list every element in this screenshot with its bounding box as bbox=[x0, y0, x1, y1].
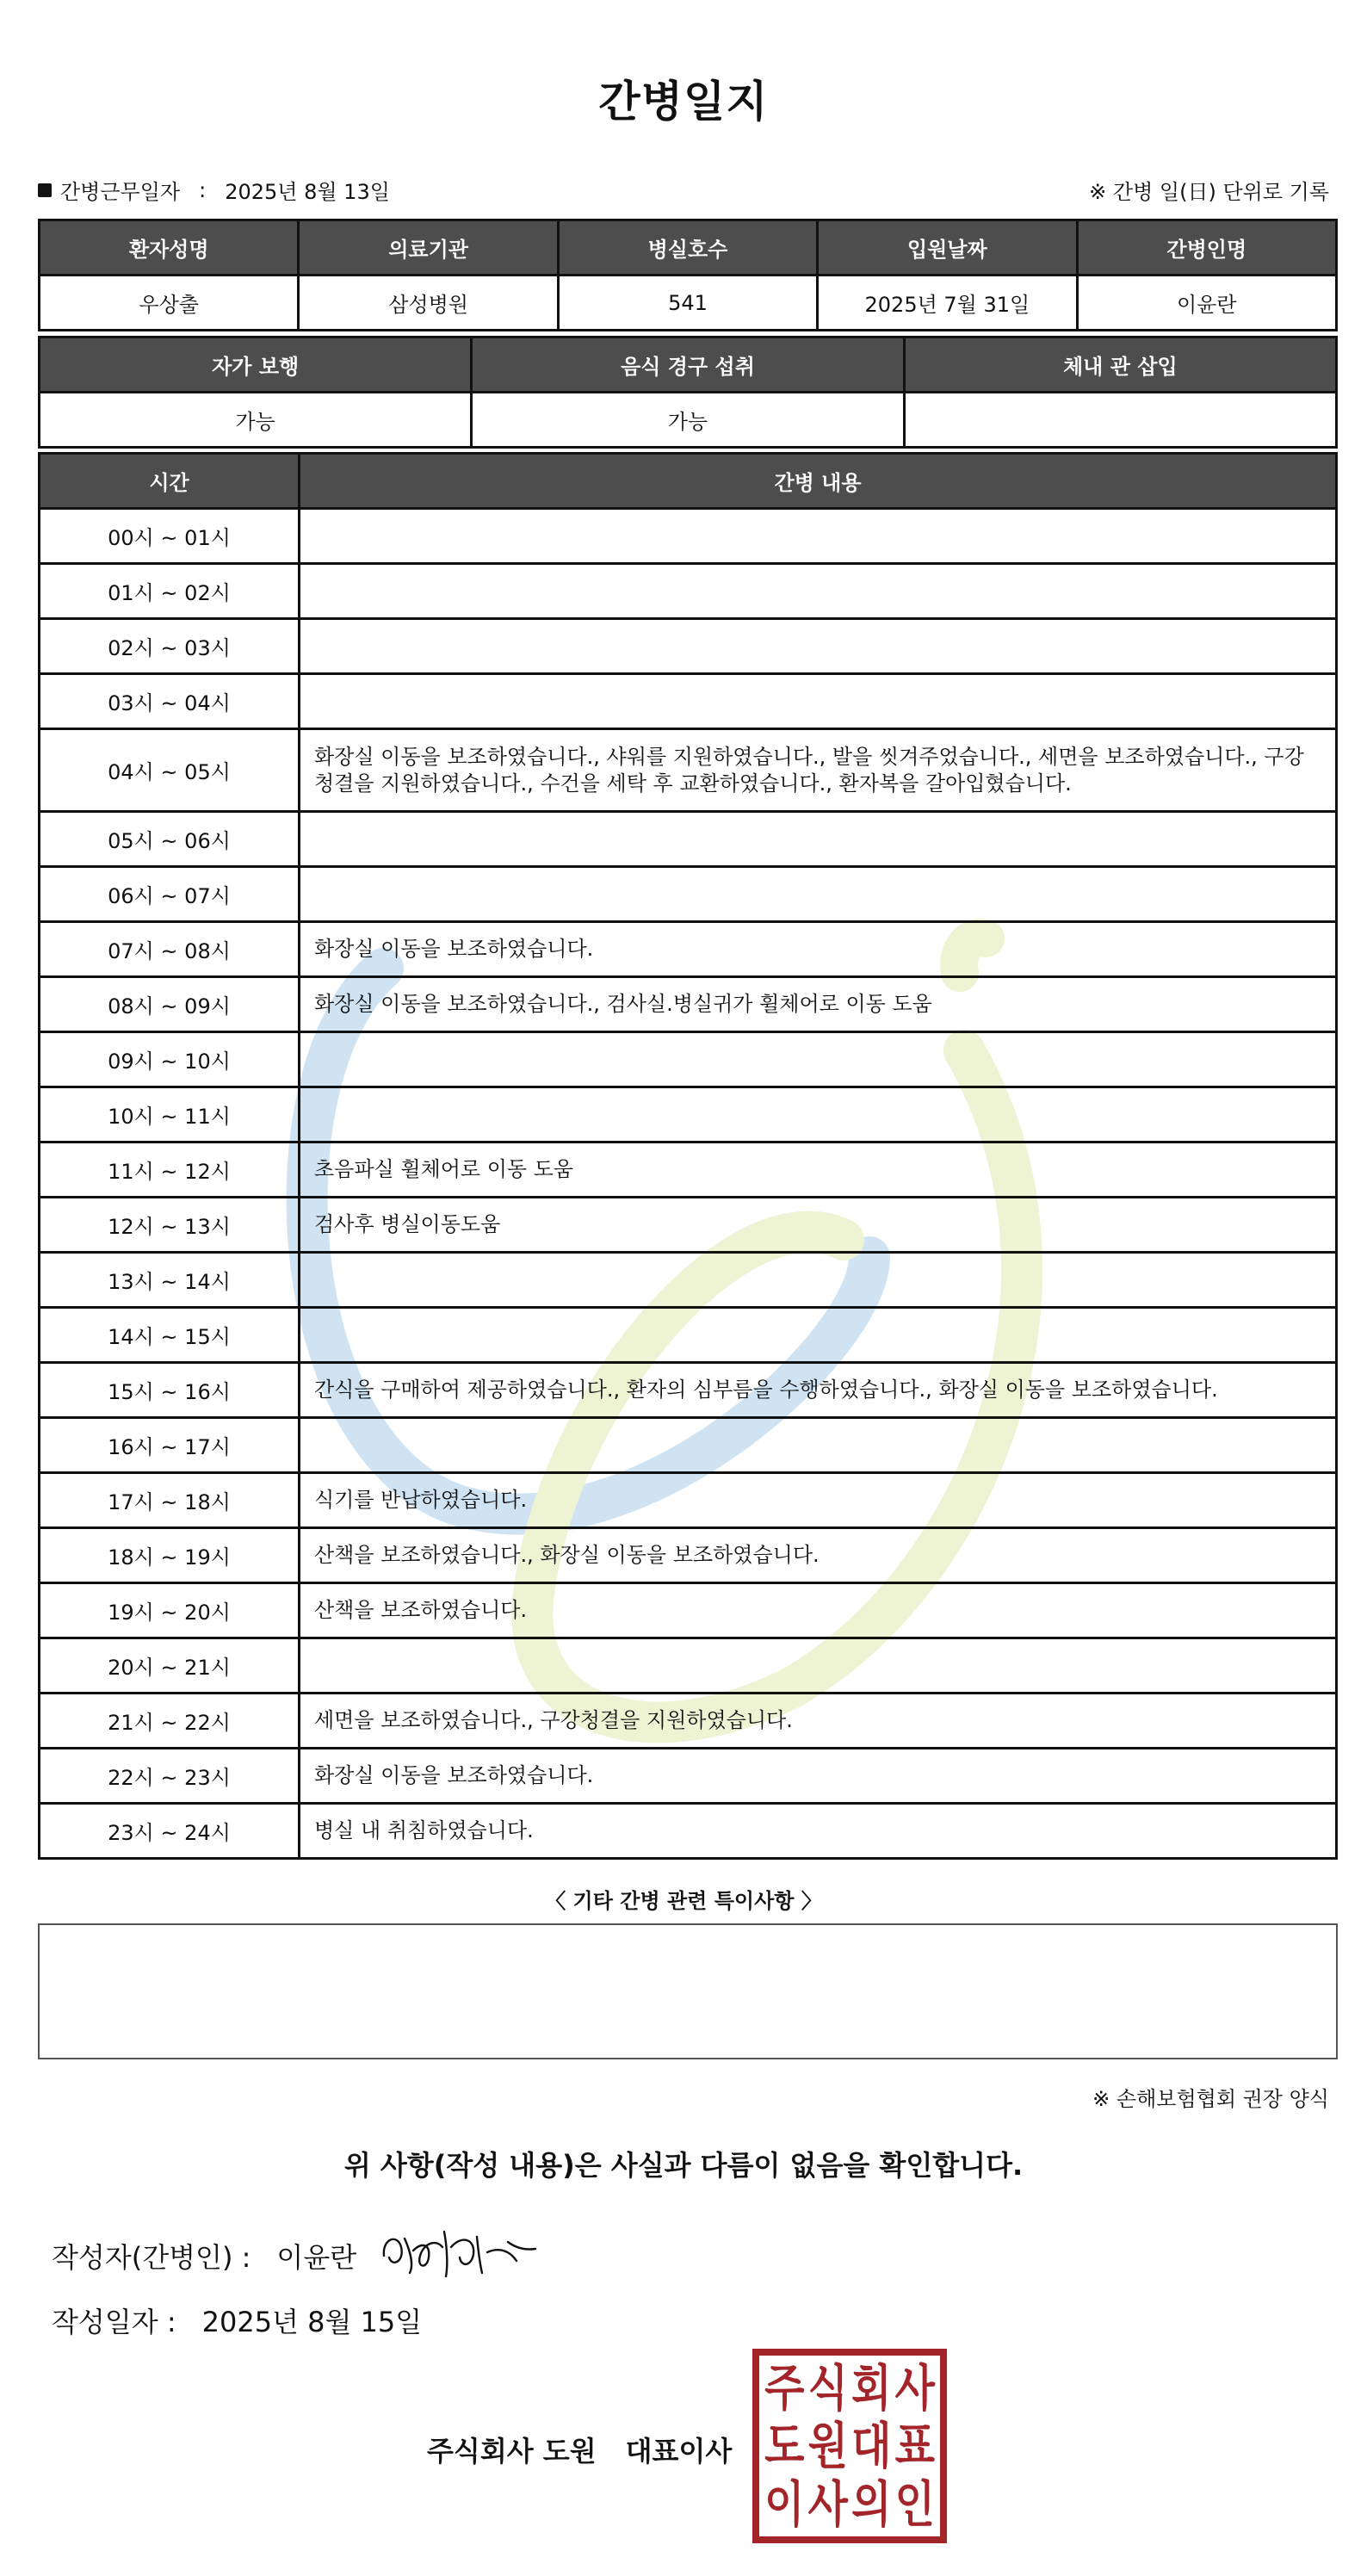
confirmation-statement: 위 사항(작성 내용)은 사실과 다름이 없음을 확인합니다. bbox=[343, 2149, 1024, 2182]
care-content-cell: 초음파실 휠체어로 이동 도움 bbox=[300, 1142, 1337, 1198]
care-content-header: 간병 내용 bbox=[300, 454, 1337, 509]
author-row bbox=[52, 2236, 356, 2276]
seal-char: 식 bbox=[807, 2359, 848, 2418]
care-log-row bbox=[40, 922, 1337, 977]
caregiver-name-header: 간병인명 bbox=[1077, 220, 1336, 276]
company-title: 대표이사 bbox=[625, 2435, 733, 2468]
patient-status-header-row bbox=[40, 337, 1337, 393]
care-log-header-row bbox=[40, 454, 1337, 509]
time-slot-cell: 21시 ~ 22시 bbox=[40, 1694, 300, 1749]
care-content-cell: 산책을 보조하였습니다. bbox=[300, 1583, 1337, 1638]
time-slot-cell: 15시 ~ 16시 bbox=[40, 1363, 300, 1418]
tube-insertion-value bbox=[904, 393, 1336, 448]
time-slot-cell: 20시 ~ 21시 bbox=[40, 1638, 300, 1694]
seal-char: 회 bbox=[851, 2359, 892, 2418]
care-content-cell: 간식을 구매하여 제공하였습니다., 환자의 심부름을 수행하였습니다., 화장실 이동을 보조하였습니다. bbox=[300, 1363, 1337, 1418]
care-log-row bbox=[40, 619, 1337, 674]
work-date-value: 2025년 8월 13일 bbox=[225, 180, 390, 204]
time-slot-cell: 02시 ~ 03시 bbox=[40, 619, 300, 674]
patient-info-value-row bbox=[40, 276, 1337, 331]
care-content-cell bbox=[300, 509, 1337, 564]
seal-char: 원 bbox=[807, 2417, 848, 2475]
seal-char: 표 bbox=[894, 2417, 935, 2475]
care-content-cell bbox=[300, 867, 1337, 922]
hospital-header: 의료기관 bbox=[299, 220, 558, 276]
care-content-cell bbox=[300, 619, 1337, 674]
care-log-row bbox=[40, 674, 1337, 729]
care-content-cell bbox=[300, 564, 1337, 619]
hospital-value: 삼성병원 bbox=[299, 276, 558, 331]
care-log-row bbox=[40, 1749, 1337, 1804]
care-log-row bbox=[40, 1583, 1337, 1638]
author-label: 작성자(간병인) : bbox=[52, 2241, 251, 2274]
care-log-row bbox=[40, 1253, 1337, 1308]
company-seal-stamp bbox=[752, 2349, 947, 2543]
care-log-row bbox=[40, 1308, 1337, 1363]
care-log-row bbox=[40, 1087, 1337, 1142]
care-log-row bbox=[40, 1638, 1337, 1694]
time-slot-cell: 18시 ~ 19시 bbox=[40, 1528, 300, 1583]
patient-info-header-row bbox=[40, 220, 1337, 276]
document-title: 간병일지 bbox=[598, 77, 769, 127]
care-content-cell bbox=[300, 674, 1337, 729]
written-date-row bbox=[52, 2300, 422, 2340]
care-log-row bbox=[40, 1418, 1337, 1473]
care-log-body bbox=[40, 509, 1337, 1859]
time-slot-cell: 05시 ~ 06시 bbox=[40, 812, 300, 867]
care-log-row bbox=[40, 509, 1337, 564]
care-log-row bbox=[40, 1528, 1337, 1583]
work-date-row bbox=[38, 175, 390, 205]
company-line bbox=[427, 2430, 732, 2469]
time-header: 시간 bbox=[40, 454, 300, 509]
care-content-cell: 세면을 보조하였습니다., 구강청결을 지원하였습니다. bbox=[300, 1694, 1337, 1749]
care-log-row bbox=[40, 1198, 1337, 1253]
care-content-cell bbox=[300, 1032, 1337, 1087]
room-number-value: 541 bbox=[558, 276, 817, 331]
unit-note: ※ 간병 일(日) 단위로 기록 bbox=[1089, 180, 1329, 204]
care-log-row bbox=[40, 1473, 1337, 1528]
care-content-cell: 화장실 이동을 보조하였습니다., 샤워를 지원하였습니다., 발을 씻겨주었습니다., 세면을 보조하였습니다., 구강청결을 지원하였습니다., 수건을 세탁 후 교환하였습니다., 환자복을 갈아입혔습니다. bbox=[300, 729, 1337, 812]
room-number-header: 병실호수 bbox=[558, 220, 817, 276]
patient-name-value: 우상출 bbox=[40, 276, 299, 331]
care-log-row bbox=[40, 977, 1337, 1032]
self-walking-value: 가능 bbox=[40, 393, 472, 448]
care-log-row bbox=[40, 1363, 1337, 1418]
seal-char: 도 bbox=[764, 2417, 805, 2475]
care-content-cell bbox=[300, 1638, 1337, 1694]
care-content-cell bbox=[300, 1253, 1337, 1308]
care-content-cell bbox=[300, 1308, 1337, 1363]
author-name: 이윤란 bbox=[276, 2241, 357, 2274]
time-slot-cell: 12시 ~ 13시 bbox=[40, 1198, 300, 1253]
time-slot-cell: 04시 ~ 05시 bbox=[40, 729, 300, 812]
written-date-value: 2025년 8월 15일 bbox=[201, 2306, 423, 2338]
time-slot-cell: 16시 ~ 17시 bbox=[40, 1418, 300, 1473]
time-slot-cell: 11시 ~ 12시 bbox=[40, 1142, 300, 1198]
care-content-cell: 산책을 보조하였습니다., 화장실 이동을 보조하였습니다. bbox=[300, 1528, 1337, 1583]
care-content-cell bbox=[300, 812, 1337, 867]
patient-name-header: 환자성명 bbox=[40, 220, 299, 276]
patient-status-value-row bbox=[40, 393, 1337, 448]
care-log-row bbox=[40, 1694, 1337, 1749]
seal-char: 인 bbox=[894, 2474, 935, 2533]
patient-info-table bbox=[38, 219, 1338, 331]
care-content-cell: 검사후 병실이동도움 bbox=[300, 1198, 1337, 1253]
seal-char: 주 bbox=[764, 2359, 805, 2418]
company-name: 주식회사 도원 bbox=[427, 2435, 597, 2468]
admission-date-value: 2025년 7월 31일 bbox=[818, 276, 1077, 331]
time-slot-cell: 07시 ~ 08시 bbox=[40, 922, 300, 977]
time-slot-cell: 08시 ~ 09시 bbox=[40, 977, 300, 1032]
work-date-separator: : bbox=[199, 177, 207, 202]
seal-char: 사 bbox=[894, 2359, 935, 2418]
self-walking-header: 자가 보행 bbox=[40, 337, 472, 393]
written-date-label: 작성일자 : bbox=[52, 2306, 176, 2338]
care-log-row bbox=[40, 729, 1337, 812]
oral-intake-header: 음식 경구 섭취 bbox=[472, 337, 904, 393]
care-log-row bbox=[40, 1032, 1337, 1087]
care-log-row bbox=[40, 1804, 1337, 1859]
care-log-row bbox=[40, 812, 1337, 867]
care-content-cell bbox=[300, 1418, 1337, 1473]
care-log-row bbox=[40, 564, 1337, 619]
time-slot-cell: 23시 ~ 24시 bbox=[40, 1804, 300, 1859]
handwritten-signature bbox=[379, 2213, 542, 2282]
care-log-row bbox=[40, 1142, 1337, 1198]
time-slot-cell: 06시 ~ 07시 bbox=[40, 867, 300, 922]
care-content-cell: 병실 내 취침하였습니다. bbox=[300, 1804, 1337, 1859]
care-content-cell: 화장실 이동을 보조하였습니다., 검사실.병실귀가 휠체어로 이동 도움 bbox=[300, 977, 1337, 1032]
care-content-cell: 식기를 반납하였습니다. bbox=[300, 1473, 1337, 1528]
oral-intake-value: 가능 bbox=[472, 393, 904, 448]
square-bullet-icon bbox=[38, 183, 52, 197]
caregiver-name-value: 이윤란 bbox=[1077, 276, 1336, 331]
care-log-row bbox=[40, 867, 1337, 922]
work-date-label: 간병근무일자 bbox=[60, 180, 181, 204]
seal-char: 대 bbox=[851, 2417, 892, 2475]
care-content-cell: 화장실 이동을 보조하였습니다. bbox=[300, 1749, 1337, 1804]
seal-char: 이 bbox=[764, 2474, 805, 2533]
special-notes-box bbox=[38, 1923, 1338, 2059]
time-slot-cell: 01시 ~ 02시 bbox=[40, 564, 300, 619]
patient-status-table bbox=[38, 336, 1338, 449]
seal-char: 사 bbox=[807, 2474, 848, 2533]
time-slot-cell: 00시 ~ 01시 bbox=[40, 509, 300, 564]
form-source-note: ※ 손해보험협회 권장 양식 bbox=[1092, 2087, 1329, 2111]
care-content-cell bbox=[300, 1087, 1337, 1142]
time-slot-cell: 19시 ~ 20시 bbox=[40, 1583, 300, 1638]
care-log-table bbox=[38, 452, 1338, 1860]
time-slot-cell: 22시 ~ 23시 bbox=[40, 1749, 300, 1804]
seal-char: 의 bbox=[851, 2474, 892, 2533]
care-content-cell: 화장실 이동을 보조하였습니다. bbox=[300, 922, 1337, 977]
time-slot-cell: 13시 ~ 14시 bbox=[40, 1253, 300, 1308]
special-notes-title: 〈 기타 간병 관련 특이사항 〉 bbox=[545, 1889, 822, 1913]
time-slot-cell: 14시 ~ 15시 bbox=[40, 1308, 300, 1363]
time-slot-cell: 03시 ~ 04시 bbox=[40, 674, 300, 729]
tube-insertion-header: 체내 관 삽입 bbox=[904, 337, 1336, 393]
time-slot-cell: 09시 ~ 10시 bbox=[40, 1032, 300, 1087]
time-slot-cell: 10시 ~ 11시 bbox=[40, 1087, 300, 1142]
admission-date-header: 입원날짜 bbox=[818, 220, 1077, 276]
time-slot-cell: 17시 ~ 18시 bbox=[40, 1473, 300, 1528]
